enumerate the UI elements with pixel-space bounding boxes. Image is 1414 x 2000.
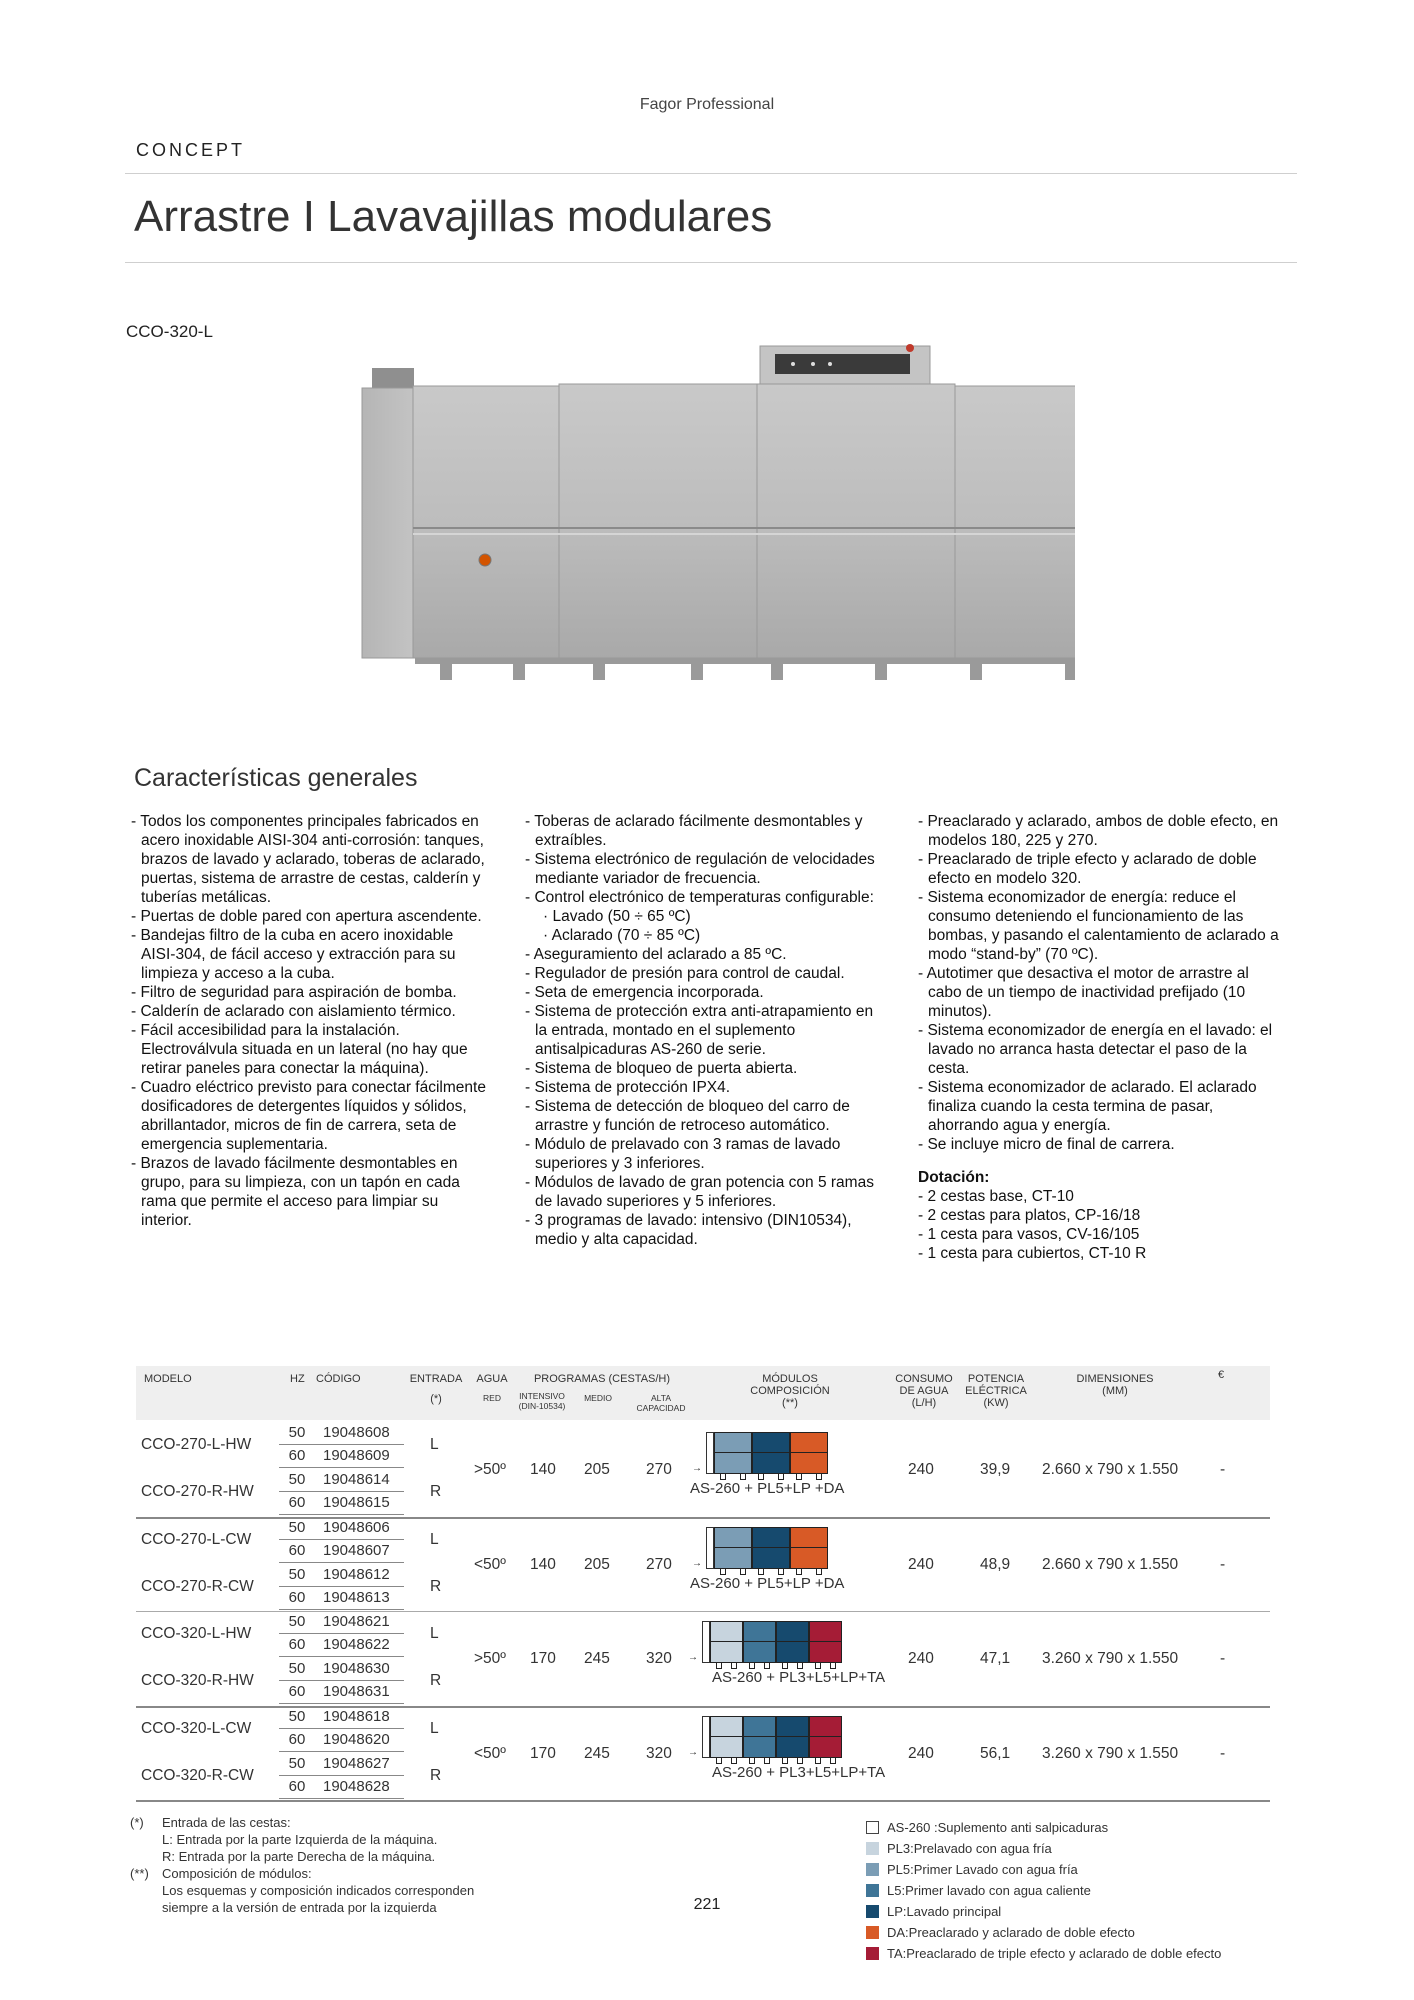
module-divider [790, 1547, 828, 1548]
composicion-value: AS-260 + PL5+LP +DA [690, 1574, 845, 1592]
code-underline [279, 1633, 404, 1634]
entry-arrow-icon: → [688, 1652, 698, 1663]
codigo-value: 19048614 [323, 1471, 390, 1488]
entrada-value: L [430, 1719, 439, 1737]
hz-value: 50 [288, 1471, 306, 1488]
feature-item: - 3 programas de lavado: intensivo (DIN10534), medio y alta capacidad. [525, 1212, 852, 1248]
th-modelo: MODELO [144, 1373, 192, 1385]
module-divider [710, 1641, 743, 1642]
intensivo-value: 140 [530, 1555, 556, 1573]
legend-label: Lavado principal [906, 1904, 1002, 1919]
th-capacidad: CAPACIDAD [636, 1403, 686, 1413]
codigo-value: 19048606 [323, 1518, 390, 1536]
feature-item: - Autotimer que desactiva el motor de arrastre al cabo de un tiempo de inactividad prefijado (10 minutos). [918, 965, 1249, 1020]
legend-label: Primer lavado con agua caliente [905, 1883, 1091, 1898]
code-underline [279, 1562, 404, 1563]
precio-value: - [1220, 1650, 1226, 1668]
legend-item [866, 1859, 1221, 1880]
dishwasher-image [355, 340, 1075, 690]
legend-swatch [866, 1821, 879, 1834]
feature-item: - Sistema economizador de aclarado. El aclarado finaliza cuando la cesta termina de pasar, ahorrando agua y energía. [918, 1079, 1257, 1134]
th-potencia-3: (KW) [983, 1397, 1009, 1409]
module-box [790, 1527, 828, 1569]
code-underline [279, 1775, 404, 1776]
th-modulos: MÓDULOS [762, 1373, 818, 1385]
th-composicion-note: (**) [782, 1397, 798, 1409]
hz-value: 50 [288, 1707, 306, 1725]
footnote-mark: (*) [130, 1815, 144, 1830]
precio-value: - [1220, 1744, 1226, 1762]
module-divider [743, 1736, 776, 1737]
entrada-value: L [430, 1530, 439, 1548]
model-name: CCO-270-L-HW [141, 1436, 252, 1453]
top-divider [125, 173, 1297, 174]
consumo-value: 240 [908, 1461, 934, 1479]
hz-value: 50 [288, 1518, 306, 1536]
module-box [710, 1621, 743, 1663]
feature-item: - Fácil accesibilidad para la instalación. Electroválvula situada en un lateral (no hay que retirar paneles para conectar la máquina). [131, 1022, 468, 1077]
feature-item: - Sistema electrónico de regulación de velocidades mediante variador de frecuencia. [525, 851, 875, 887]
th-agua: AGUA [476, 1373, 508, 1385]
intensivo-value: 170 [530, 1744, 556, 1762]
composicion-value: AS-260 + PL5+LP +DA [690, 1480, 845, 1497]
features-column-2 [525, 812, 885, 1249]
feature-item: - Seta de emergencia incorporada. [525, 984, 764, 1001]
as260-box [706, 1432, 714, 1474]
dotacion-item: - 1 cesta para cubiertos, CT-10 R [918, 1245, 1147, 1262]
module-box [809, 1716, 842, 1758]
module-box [776, 1621, 809, 1663]
legend-label: Preaclarado y aclarado de doble efecto [908, 1925, 1135, 1940]
hz-value: 60 [288, 1494, 306, 1511]
module-box [809, 1621, 842, 1663]
as260-box [706, 1527, 714, 1569]
module-3 [757, 384, 955, 658]
dotacion-item: - 2 cestas para platos, CP-16/18 [918, 1207, 1141, 1224]
legend-label: Primer Lavado con agua fría [913, 1862, 1078, 1877]
th-composicion: COMPOSICIÓN [750, 1385, 830, 1397]
potencia-value: 48,9 [980, 1555, 1011, 1573]
hz-value: 50 [288, 1565, 306, 1583]
codigo-value: 19048615 [323, 1494, 390, 1511]
module-box [743, 1621, 776, 1663]
feature-item: - Preaclarado de triple efecto y aclarado de doble efecto en modelo 320. [918, 851, 1257, 887]
dotacion-item: - 2 cestas base, CT-10 [918, 1188, 1074, 1205]
code-underline [279, 1514, 404, 1515]
entry-arrow-icon: → [692, 1557, 702, 1569]
consumo-value: 240 [908, 1650, 934, 1668]
potencia-value: 56,1 [980, 1744, 1011, 1762]
module-box [752, 1527, 790, 1569]
medio-value: 205 [584, 1461, 610, 1479]
module-divider [776, 1736, 809, 1737]
hz-value: 60 [288, 1636, 306, 1653]
features-column-3 [918, 812, 1280, 1263]
codigo-value: 19048628 [323, 1777, 390, 1795]
module-box [714, 1527, 752, 1569]
entrada-value: R [430, 1672, 442, 1689]
consumo-value: 240 [908, 1555, 934, 1573]
legend-swatch [866, 1863, 879, 1876]
footnote-text: R: Entrada por la parte Derecha de la máquina. [162, 1849, 436, 1864]
model-name: CCO-320-R-CW [141, 1766, 254, 1784]
group-divider [136, 1800, 1270, 1802]
feature-item: - Sistema de detección de bloqueo del carro de arrastre y función de retroceso automático. [525, 1098, 850, 1134]
page-number: 221 [693, 1896, 721, 1913]
hz-value: 50 [288, 1613, 306, 1630]
agua-value: <50º [474, 1555, 506, 1573]
module-divider [809, 1736, 842, 1737]
code-underline [279, 1491, 404, 1492]
precio-value: - [1220, 1555, 1226, 1573]
legend-code: TA: [887, 1946, 907, 1961]
th-codigo: CÓDIGO [316, 1373, 361, 1385]
codigo-value: 19048613 [323, 1588, 390, 1606]
th-intensivo-din: (DIN-10534) [518, 1401, 566, 1411]
th-agua-red: RED [483, 1393, 501, 1403]
code-underline [279, 1798, 404, 1799]
dotacion-item: - 1 cesta para vasos, CV-16/105 [918, 1226, 1140, 1243]
module-box [776, 1716, 809, 1758]
th-consumo-3: (L/H) [911, 1397, 937, 1409]
module-box [743, 1716, 776, 1758]
feature-item: - Brazos de lavado fácilmente desmontables en grupo, para su limpieza, con un tapón en cada rama que permite el acceso para limpiar su interior. [131, 1155, 460, 1229]
medio-value: 245 [584, 1744, 610, 1762]
model-name: CCO-320-L-CW [141, 1719, 252, 1737]
module-divider [710, 1736, 743, 1737]
module-box [752, 1432, 790, 1474]
entry-arrow-icon: → [688, 1746, 698, 1758]
hz-value: 50 [288, 1754, 306, 1772]
feature-item: - Sistema de protección IPX4. [525, 1079, 731, 1096]
legend-item [866, 1901, 1221, 1922]
legend-swatch [866, 1905, 879, 1918]
feature-subitem: · Lavado (50 ÷ 65 ºC) [543, 908, 691, 925]
model-name: CCO-270-R-CW [141, 1577, 254, 1595]
legend-swatch [866, 1884, 879, 1897]
code-underline [279, 1444, 404, 1445]
code-underline [279, 1467, 404, 1468]
th-consumo: CONSUMO [895, 1373, 953, 1385]
th-hz: HZ [290, 1373, 305, 1385]
codigo-value: 19048620 [323, 1730, 390, 1748]
th-medio: MEDIO [584, 1393, 612, 1403]
codigo-value: 19048621 [323, 1613, 390, 1630]
legend-code: LP: [887, 1904, 907, 1919]
features-heading: Características generales [134, 764, 418, 792]
hz-value: 60 [288, 1541, 306, 1559]
codigo-value: 19048609 [323, 1447, 390, 1464]
feature-item: - Calderín de aclarado con aislamiento térmico. [131, 1003, 456, 1020]
brand-header: Fagor Professional [639, 96, 775, 113]
code-underline [279, 1586, 404, 1587]
code-underline [279, 1728, 404, 1729]
footnote-mark: (**) [130, 1866, 149, 1881]
feature-item: - Bandejas filtro de la cuba en acero inoxidable AISI-304, de fácil acceso y extracción para su limpieza y acceso a la cuba. [131, 927, 456, 982]
code-underline [279, 1656, 404, 1657]
feature-item: - Módulo de prelavado con 3 ramas de lavado superiores y 3 inferiores. [525, 1136, 841, 1172]
consumo-value: 240 [908, 1744, 934, 1762]
module-divider [790, 1452, 828, 1453]
footnote-text: L: Entrada por la parte Izquierda de la máquina. [162, 1832, 438, 1847]
footnote-text: Entrada de las cestas: [162, 1815, 291, 1830]
feature-item: - Sistema economizador de energía: reduce el consumo deteniendo el funcionamiento de las bombas, y pasando el calentamiento de aclarado a modo “stand-by” (70 ºC). [918, 889, 1279, 963]
control-display [775, 354, 910, 374]
footnote-text: siempre a la versión de entrada por la izquierda [162, 1900, 437, 1915]
potencia-value: 39,9 [980, 1461, 1011, 1479]
legend-item [866, 1922, 1221, 1943]
hz-value: 60 [288, 1588, 306, 1606]
model-name: CCO-320-L-HW [141, 1625, 252, 1642]
section-label: CONCEPT [136, 140, 246, 160]
entrada-value: R [430, 1766, 442, 1784]
model-name: CCO-320-R-HW [141, 1672, 254, 1689]
legend-item [866, 1880, 1221, 1901]
hz-value: 60 [288, 1683, 306, 1700]
feature-item: - Aseguramiento del aclarado a 85 ºC. [525, 946, 787, 963]
legend-code: DA: [887, 1925, 909, 1940]
module-divider [714, 1547, 752, 1548]
codigo-value: 19048608 [323, 1424, 390, 1441]
emergency-button [479, 554, 491, 566]
alta-value: 320 [646, 1650, 672, 1668]
code-underline [279, 1539, 404, 1540]
code-underline [279, 1680, 404, 1681]
hz-value: 50 [288, 1660, 306, 1677]
agua-value: <50º [474, 1744, 506, 1762]
feature-item: - Sistema economizador de energía en el lavado: el lavado no arranca hasta detectar el paso de la cesta. [918, 1022, 1273, 1077]
module-divider [743, 1641, 776, 1642]
hz-value: 50 [288, 1424, 306, 1441]
group-divider [136, 1611, 1270, 1612]
dotacion-title: Dotación: [918, 1169, 990, 1186]
entry-arrow-icon: → [692, 1463, 702, 1474]
model-name: CCO-270-R-HW [141, 1483, 254, 1500]
module-box [714, 1432, 752, 1474]
model-label: CCO-320-L [126, 322, 213, 341]
legend-item [866, 1838, 1221, 1859]
as260-box [702, 1621, 710, 1663]
intensivo-value: 140 [530, 1461, 556, 1479]
entrada-value: L [430, 1625, 439, 1642]
legend-swatch [866, 1842, 879, 1855]
feature-item: - Sistema de protección extra anti-atrapamiento en la entrada, montado en el suplemento antisalpicaduras AS-260 de serie. [525, 1003, 874, 1058]
code-underline [279, 1751, 404, 1752]
feature-item: - Toberas de aclarado fácilmente desmontables y extraíbles. [525, 813, 863, 849]
legend-code: PL3: [887, 1841, 914, 1856]
code-underline [279, 1609, 404, 1610]
module-2 [559, 384, 757, 658]
module-divider [752, 1452, 790, 1453]
legend-item [866, 1817, 1221, 1838]
hz-value: 60 [288, 1730, 306, 1748]
agua-value: >50º [474, 1650, 506, 1668]
feature-item: - Preaclarado y aclarado, ambos de doble efecto, en modelos 180, 225 y 270. [918, 813, 1279, 849]
th-entrada: ENTRADA [409, 1373, 463, 1385]
codigo-value: 19048630 [323, 1660, 390, 1677]
feature-subitem: · Aclarado (70 ÷ 85 ºC) [543, 927, 701, 944]
entrada-value: R [430, 1577, 442, 1595]
footnote-text: Composición de módulos: [162, 1866, 312, 1881]
module-4 [955, 386, 1075, 658]
th-programas: PROGRAMAS (CESTAS/H) [533, 1373, 671, 1385]
legend-code: PL5: [887, 1862, 914, 1877]
dimensiones-value: 2.660 x 790 x 1.550 [1042, 1461, 1179, 1479]
features-column-1 [131, 812, 491, 1230]
medio-value: 245 [584, 1650, 610, 1668]
codigo-value: 19048607 [323, 1541, 390, 1559]
dimensiones-value: 3.260 x 790 x 1.550 [1042, 1650, 1179, 1668]
as260-box [702, 1716, 710, 1758]
legend-swatch [866, 1947, 879, 1960]
agua-value: >50º [474, 1461, 506, 1479]
th-consumo-2: DE AGUA [899, 1385, 949, 1397]
feature-item: - Cuadro eléctrico previsto para conectar fácilmente dosificadores de detergentes líquidos y sólidos, abrillantador, micros de fin de carrera, seta de emergencia suplementaria. [131, 1079, 486, 1153]
intensivo-value: 170 [530, 1650, 556, 1668]
feature-item: - Control electrónico de temperaturas configurable: [525, 889, 874, 906]
feature-item: - Filtro de seguridad para aspiración de bomba. [131, 984, 457, 1001]
composicion-value: AS-260 + PL3+L5+LP+TA [712, 1669, 886, 1686]
legend-label: Preaclarado de triple efecto y aclarado de doble efecto [906, 1946, 1222, 1961]
module-box [710, 1716, 743, 1758]
page-title: Arrastre I Lavavajillas modulares [134, 192, 773, 241]
module-divider [714, 1452, 752, 1453]
codigo-value: 19048627 [323, 1754, 390, 1772]
hz-value: 60 [288, 1777, 306, 1795]
entrada-value: L [430, 1436, 439, 1453]
composicion-value: AS-260 + PL3+L5+LP+TA [712, 1763, 886, 1781]
codigo-value: 19048618 [323, 1707, 390, 1725]
module-box [790, 1432, 828, 1474]
alta-value: 270 [646, 1555, 672, 1573]
th-intensivo: INTENSIVO [519, 1391, 565, 1401]
th-dimensiones-2: (MM) [1102, 1385, 1128, 1397]
th-potencia: POTENCIA [967, 1373, 1025, 1385]
module-divider [752, 1547, 790, 1548]
codigo-value: 19048622 [323, 1636, 390, 1653]
th-euro: € [1218, 1369, 1225, 1381]
feature-item: - Se incluye micro de final de carrera. [918, 1136, 1175, 1153]
exhaust-pipe [372, 368, 414, 390]
dimensiones-value: 2.660 x 790 x 1.550 [1042, 1555, 1179, 1573]
legend-item [866, 1943, 1221, 1964]
legend-label: Suplemento anti salpicaduras [937, 1820, 1109, 1835]
dimensiones-value: 3.260 x 790 x 1.550 [1042, 1744, 1179, 1762]
alta-value: 270 [646, 1461, 672, 1479]
feature-item: - Módulos de lavado de gran potencia con 5 ramas de lavado superiores y 5 inferiores. [525, 1174, 874, 1210]
legend-code: L5: [887, 1883, 906, 1898]
module-legend [866, 1817, 1221, 1964]
legend-swatch [866, 1926, 879, 1939]
feature-item: - Puertas de doble pared con apertura ascendente. [131, 908, 482, 925]
model-name: CCO-270-L-CW [141, 1530, 252, 1548]
module-1 [413, 386, 559, 658]
feature-item: - Todos los componentes principales fabricados en acero inoxidable AISI-304 anti-corrosión: tanques, brazos de lavado y aclarado, toberas de aclarado, puertas, sistema de arrastre de cestas, calderín y tuberías metálicas. [131, 813, 485, 906]
th-dimensiones: DIMENSIONES [1076, 1373, 1154, 1385]
entrada-value: R [430, 1483, 442, 1500]
legend-code: AS-260 : [887, 1820, 938, 1835]
legend-label: Prelavado con agua fría [913, 1841, 1052, 1856]
codigo-value: 19048631 [323, 1683, 390, 1700]
medio-value: 205 [584, 1555, 610, 1573]
precio-value: - [1220, 1461, 1226, 1479]
alta-value: 320 [646, 1744, 672, 1762]
code-underline [279, 1703, 404, 1704]
feature-item: - Regulador de presión para control de caudal. [525, 965, 845, 982]
title-divider [125, 262, 1297, 263]
hz-value: 60 [288, 1447, 306, 1464]
th-potencia-2: ELÉCTRICA [965, 1385, 1027, 1397]
module-divider [809, 1641, 842, 1642]
codigo-value: 19048612 [323, 1565, 390, 1583]
footnote-text: Los esquemas y composición indicados corresponden [162, 1883, 475, 1898]
feature-item: - Sistema de bloqueo de puerta abierta. [525, 1060, 798, 1077]
module-divider [776, 1641, 809, 1642]
th-alta: ALTA [651, 1393, 671, 1403]
th-entrada-note: (*) [430, 1393, 442, 1405]
potencia-value: 47,1 [980, 1650, 1011, 1668]
